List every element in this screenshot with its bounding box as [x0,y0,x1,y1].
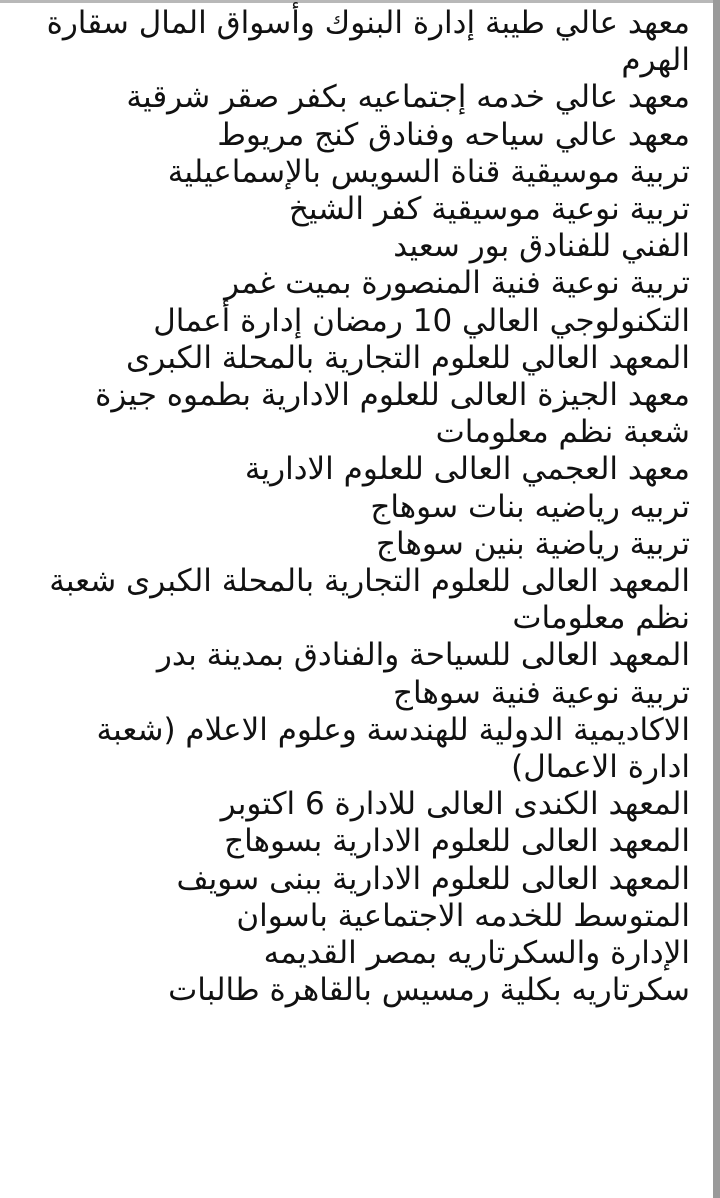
list-line: الهرم [621,42,690,79]
institute-list [10,5,690,1009]
list-line: تربية رياضية بنين سوهاج [376,525,690,562]
list-line: المعهد العالى للعلوم التجارية بالمحلة الكبرى شعبة [49,563,690,600]
list-line: نظم معلومات [512,600,690,637]
list-line: تربية نوعية فنية المنصورة بميت غمر [224,265,690,302]
list-line: المعهد الكندى العالى للادارة 6 اكتوبر [220,786,690,823]
list-line: الفني للفنادق بور سعيد [393,228,690,265]
list-line: تربيه رياضيه بنات سوهاج [370,488,690,525]
list-line: الإدارة والسكرتاريه بمصر القديمه [263,935,690,972]
list-line: الاكاديمية الدولية للهندسة وعلوم الاعلام (شعبة [96,711,690,748]
list-line: ادارة الاعمال) [511,749,690,786]
list-line: معهد عالي خدمه إجتماعيه بكفر صقر شرقية [126,79,690,116]
list-line: المعهد العالي للعلوم التجارية بالمحلة الكبرى [126,339,690,376]
list-line: سكرتاريه بكلية رمسيس بالقاهرة طالبات [168,972,690,1009]
list-line: المعهد العالى للعلوم الادارية ببنى سويف [176,860,690,897]
list-line: المعهد العالى للسياحة والفنادق بمدينة بدر [156,637,690,674]
list-line: تربية نوعية فنية سوهاج [393,674,690,711]
list-line: معهد الجيزة العالى للعلوم الادارية بطموه جيزة [95,377,690,414]
list-line: شعبة نظم معلومات [435,414,690,451]
list-line: معهد عالي طيبة إدارة البنوك وأسواق المال سقارة [46,5,690,41]
list-line: المعهد العالى للعلوم الادارية بسوهاج [224,823,690,860]
list-line: التكنولوجي العالي 10 رمضان إدارة أعمال [153,302,690,339]
scrollbar-edge [713,0,720,1198]
list-line: معهد عالي سياحه وفنادق كنج مريوط [217,116,690,153]
top-border [0,0,720,3]
list-line: تربية موسيقية قناة السويس بالإسماعيلية [167,153,690,190]
list-line: معهد العجمي العالى للعلوم الادارية [244,451,690,488]
list-line: المتوسط للخدمه الاجتماعية باسوان [236,897,690,934]
list-line: تربية نوعية موسيقية كفر الشيخ [288,191,690,228]
